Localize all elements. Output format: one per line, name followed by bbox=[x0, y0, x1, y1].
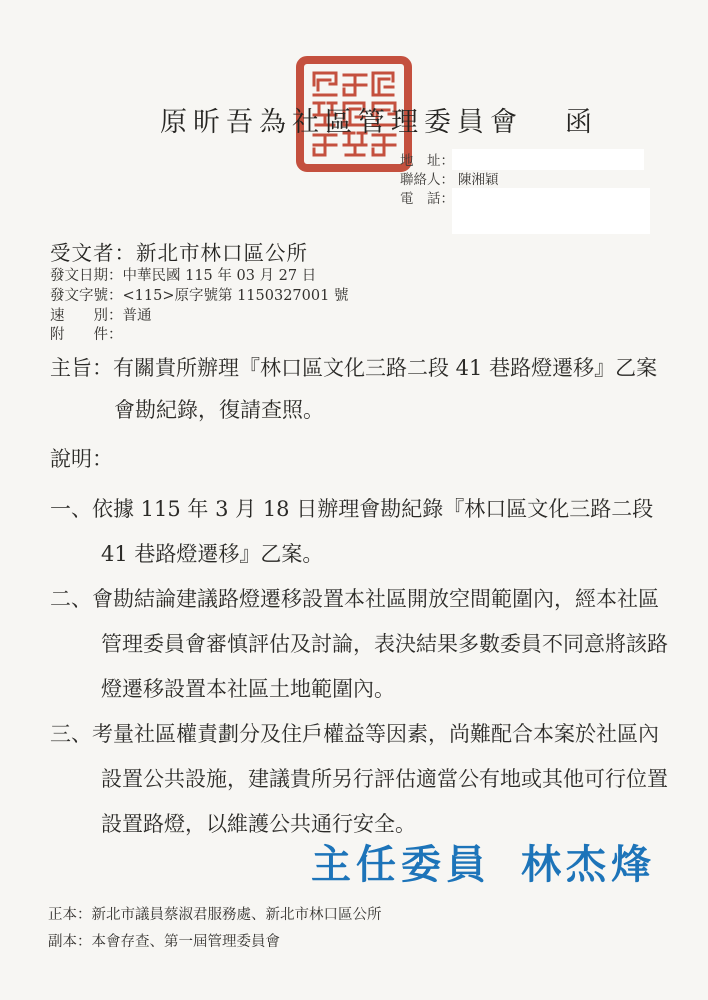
doc-number-value: <115>原字號第 1150327001 號 bbox=[122, 287, 349, 304]
duplicate-copy-label: 副本： bbox=[48, 934, 92, 950]
address-label: 地 址： bbox=[400, 153, 454, 169]
letter-body bbox=[50, 347, 674, 847]
doc-number-label: 發文字號： bbox=[50, 287, 123, 304]
meta-block bbox=[50, 267, 348, 346]
duplicate-copy-value: 本會存查、第一屆管理委員會 bbox=[91, 934, 280, 950]
item-number: 二、 bbox=[50, 587, 92, 611]
issue-date-label: 發文日期： bbox=[50, 268, 123, 284]
item-number: 一、 bbox=[50, 497, 92, 521]
priority-row bbox=[50, 307, 348, 327]
explanation-item bbox=[50, 487, 674, 577]
phone-row bbox=[400, 190, 499, 209]
document-title bbox=[50, 100, 708, 139]
address-row bbox=[400, 152, 499, 171]
subject-paragraph bbox=[50, 347, 674, 431]
priority-label: 速 別： bbox=[50, 307, 123, 324]
subject-label: 主旨： bbox=[50, 356, 113, 380]
recipient-label: 受文者： bbox=[50, 241, 136, 265]
duplicate-copy-row bbox=[48, 929, 382, 956]
original-copy-row bbox=[48, 902, 382, 929]
original-copy-label: 正本： bbox=[48, 907, 92, 923]
copies-block bbox=[48, 902, 382, 956]
issue-date-value: 中華民國 115 年 03 月 27 日 bbox=[122, 268, 317, 284]
contact-block bbox=[400, 152, 499, 209]
contact-person-value: 陳湘穎 bbox=[458, 172, 499, 188]
attachment-label: 附 件： bbox=[50, 327, 123, 344]
explanation-item bbox=[50, 577, 674, 712]
chairman-title: 主任委員 bbox=[311, 842, 491, 888]
phone-label: 電 話： bbox=[400, 191, 454, 207]
explanation-label: 說明： bbox=[50, 447, 113, 471]
contact-person-row bbox=[400, 171, 499, 190]
priority-value: 普通 bbox=[122, 307, 152, 324]
original-copy-value: 新北市議員蔡淑君服務處、新北市林口區公所 bbox=[91, 907, 382, 923]
doc-number-row bbox=[50, 287, 348, 307]
contact-person-label: 聯絡人： bbox=[400, 172, 454, 188]
document-type: 函 bbox=[565, 107, 598, 138]
item-text: 依據 115 年 3 月 18 日辦理會勘紀錄『林口區文化三路二段 41 巷路燈遷移』乙案。 bbox=[92, 497, 654, 566]
item-text: 考量社區權責劃分及住戶權益等因素，尚難配合本案於社區內設置公共設施，建議貴所另行評估適當公有地或其他可行位置設置路燈，以維護公共通行安全。 bbox=[92, 722, 668, 836]
chairman-signature bbox=[311, 833, 656, 890]
recipient-value: 新北市林口區公所 bbox=[136, 241, 308, 265]
subject-text: 有關貴所辦理『林口區文化三路二段 41 巷路燈遷移』乙案會勘紀錄，復請查照。 bbox=[113, 356, 658, 422]
recipient-line bbox=[50, 236, 308, 266]
organization-name: 原昕吾為社區管理委員會 bbox=[160, 107, 523, 138]
item-text: 會勘結論建議路燈遷移設置本社區開放空間範圍內，經本社區管理委員會審慎評估及討論，表決結果多數委員不同意將該路燈遷移設置本社區土地範圍內。 bbox=[92, 587, 668, 701]
chairman-name: 林杰烽 bbox=[521, 842, 656, 888]
item-number: 三、 bbox=[50, 722, 92, 746]
attachment-row bbox=[50, 326, 348, 346]
issue-date-row bbox=[50, 267, 348, 287]
explanation-item bbox=[50, 712, 674, 847]
